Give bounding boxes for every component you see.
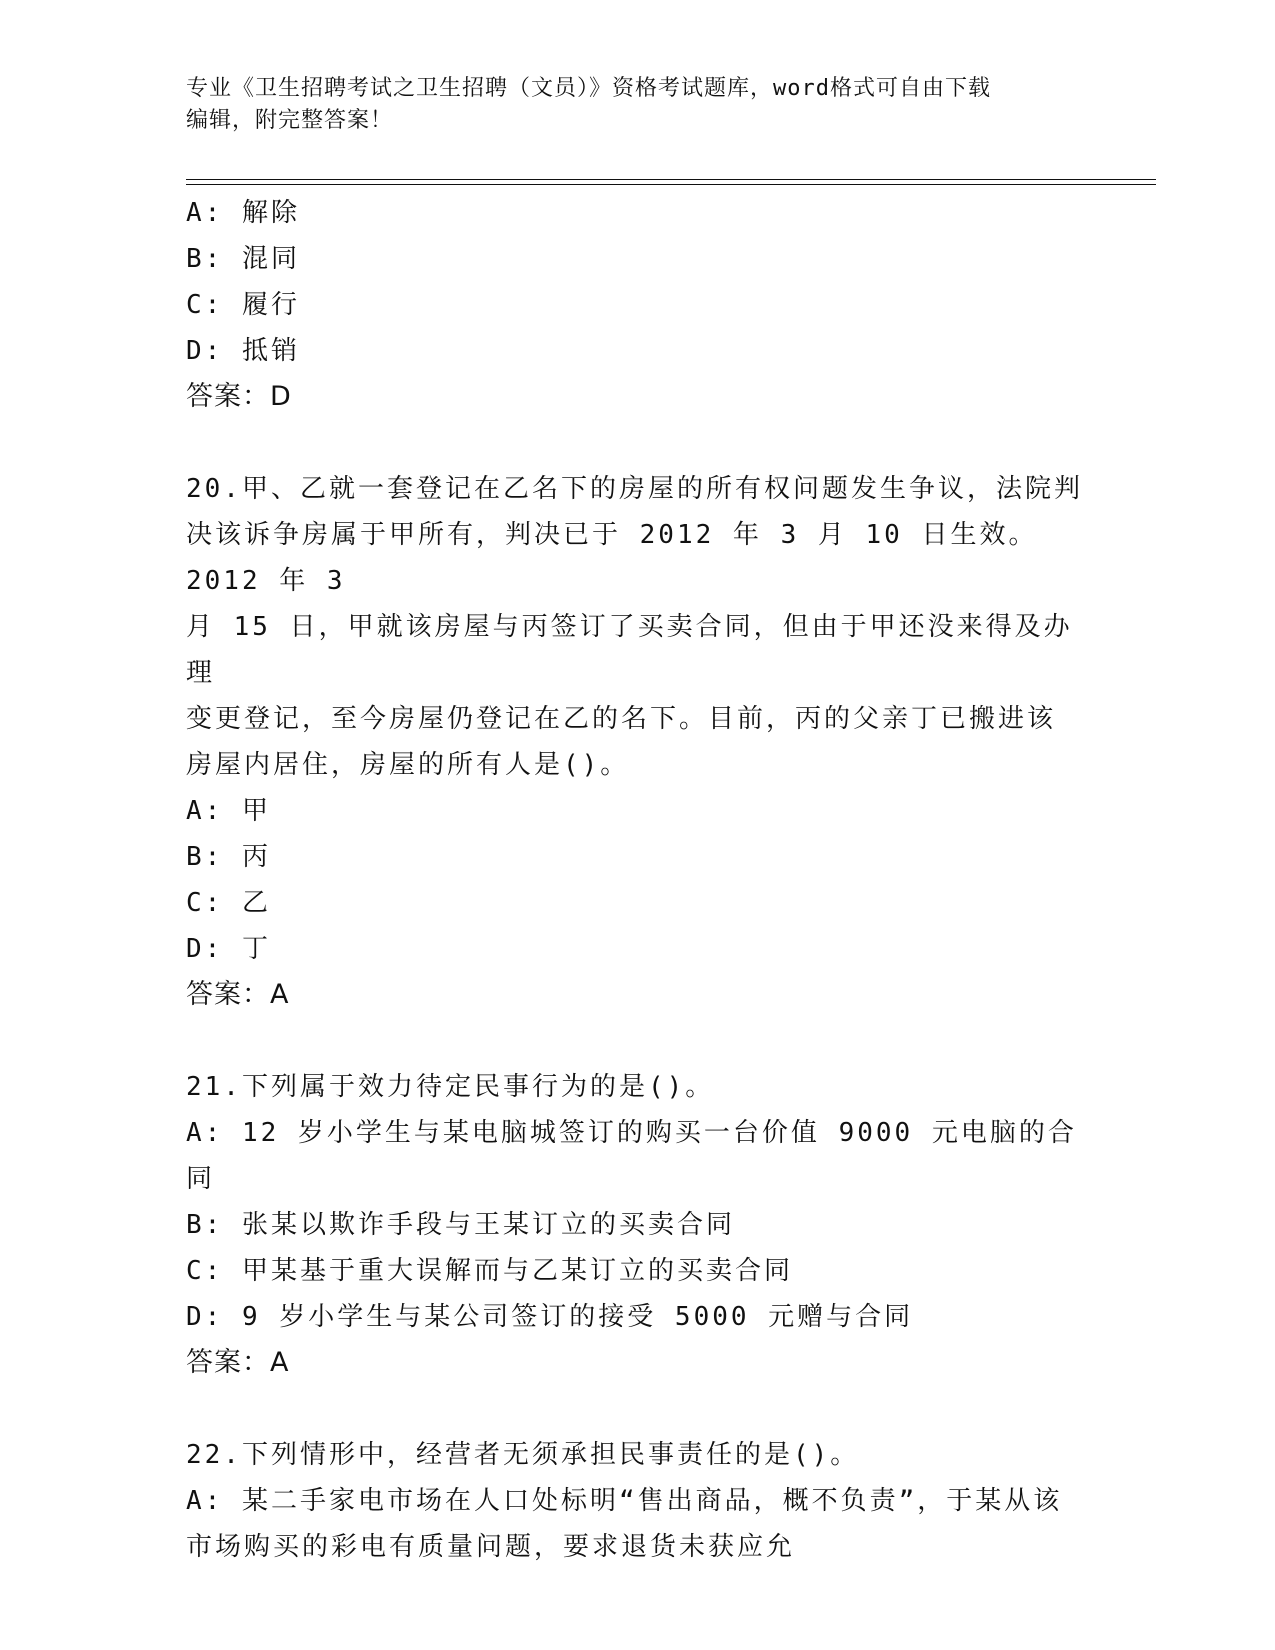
option-d: D: 9 岁小学生与某公司签订的接受 5000 元赠与合同 xyxy=(186,1302,914,1332)
question-text-line: 22.下列情形中，经营者无须承担民事责任的是()。 xyxy=(186,1440,860,1470)
question-spacer xyxy=(186,1018,1086,1064)
question-spacer xyxy=(186,420,1086,466)
option-c: C: 甲某基于重大误解而与乙某订立的买卖合同 xyxy=(186,1256,793,1286)
answer-line: 答案：A xyxy=(186,979,290,1010)
question-19-tail xyxy=(186,190,1086,420)
option-d: D: 抵销 xyxy=(186,336,300,366)
option-d: D: 丁 xyxy=(186,934,271,964)
question-text-line: 月 15 日，甲就该房屋与丙签订了买卖合同，但由于甲还没来得及办理 xyxy=(186,612,1073,688)
option-c: C: 履行 xyxy=(186,290,300,320)
header-line-1: 专业《卫生招聘考试之卫生招聘（文员）》资格考试题库，word格式可自由下载 xyxy=(186,76,991,101)
question-22 xyxy=(186,1432,1086,1570)
option-a: A: 某二手家电市场在人口处标明“售出商品，概不负责”，于某从该 xyxy=(186,1486,1063,1516)
question-list xyxy=(186,190,1086,1570)
question-text-line: 变更登记，至今房屋仍登记在乙的名下。目前，丙的父亲丁已搬进该 xyxy=(186,704,1057,734)
answer-line: 答案：A xyxy=(186,1347,290,1378)
option-b: B: 丙 xyxy=(186,842,271,872)
question-20 xyxy=(186,466,1086,1018)
option-b: B: 混同 xyxy=(186,244,300,274)
question-21 xyxy=(186,1064,1086,1386)
answer-line: 答案：D xyxy=(186,381,292,412)
question-text-line: 21.下列属于效力待定民事行为的是()。 xyxy=(186,1072,715,1102)
question-spacer xyxy=(186,1386,1086,1432)
header-divider-top xyxy=(186,179,1156,180)
question-text-line: 20.甲、乙就一套登记在乙名下的房屋的所有权问题发生争议，法院判 xyxy=(186,474,1083,504)
question-text-line: 决该诉争房属于甲所有，判决已于 2012 年 3 月 10 日生效。2012 年 3 xyxy=(186,520,1038,596)
option-c: C: 乙 xyxy=(186,888,271,918)
option-a-continued: 市场购买的彩电有质量问题，要求退货未获应允 xyxy=(186,1532,796,1562)
header-divider-bottom xyxy=(186,184,1156,185)
header-line-2: 编辑，附完整答案！ xyxy=(186,108,394,133)
option-a: A: 解除 xyxy=(186,198,300,228)
question-text-line: 房屋内居住，房屋的所有人是()。 xyxy=(186,750,630,780)
option-a: A: 甲 xyxy=(186,796,271,826)
option-a: A: 12 岁小学生与某电脑城签订的购买一台价值 9000 元电脑的合同 xyxy=(186,1118,1077,1194)
document-header xyxy=(186,73,1086,137)
document-page xyxy=(186,0,1156,1650)
option-b: B: 张某以欺诈手段与王某订立的买卖合同 xyxy=(186,1210,735,1240)
